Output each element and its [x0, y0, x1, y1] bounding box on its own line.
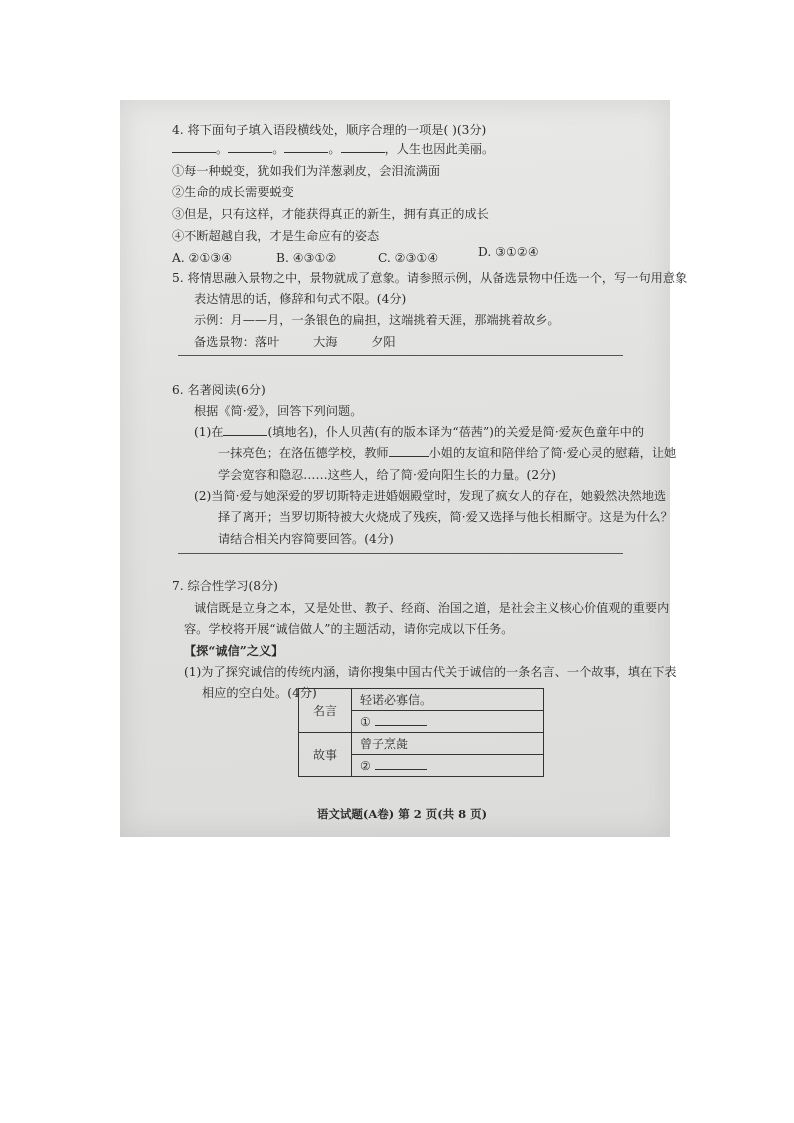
- teacher-blank[interactable]: [389, 445, 429, 457]
- q6-part1-line2: [218, 445, 676, 461]
- q4-lead-tail: ，人生也因此美丽。: [384, 142, 495, 156]
- blank[interactable]: [172, 141, 216, 153]
- table-story-answer[interactable]: [352, 755, 544, 777]
- q5-choices: [194, 334, 396, 350]
- q4-sentence-3: ③但是，只有这样，才能获得真正的新生，拥有真正的成长: [172, 207, 489, 221]
- table-head-quote: 名言: [299, 689, 352, 733]
- q5-stem: 5. 将情思融入景物之中，景物就成了意象。请参照示例，从备选景物中任选一个，写一句用意象: [172, 271, 688, 285]
- q5-stem-2: 表达情思的话，修辞和句式不限。(4分): [194, 292, 407, 306]
- q7-task1-line1: (1)为了探究诚信的传统内涵，请你搜集中国古代关于诚信的一条名言、一个故事，填在下表: [184, 665, 677, 679]
- q5-answer-line[interactable]: [178, 355, 623, 356]
- page-footer: 语文试题(A卷) 第 2 页(共 8 页): [316, 807, 488, 821]
- q5-choice-2: 大海: [313, 335, 338, 349]
- q5-example: 示例：月——月，一条银色的扁担，这端挑着天涯，那端挑着故乡。: [194, 313, 560, 327]
- q6-intro: 根据《简·爱》，回答下列问题。: [194, 404, 363, 418]
- answer-mark-1: ①: [360, 714, 371, 729]
- q6-p1-text3: 小姐的友谊和陪伴给了简·爱心灵的慰藉，让她: [428, 446, 677, 460]
- q6-part1-line1: [194, 424, 644, 440]
- q6-part2-line2: 择了离开；当罗切斯特被大火烧成了残疾，简·爱又选择与他长相厮守。这是为什么？: [218, 510, 673, 524]
- blank[interactable]: [228, 141, 272, 153]
- table-head-story: 故事: [299, 733, 352, 777]
- q6-title: 6. 名著阅读(6分): [172, 383, 266, 397]
- photo-background: [120, 100, 688, 837]
- table-story-given: 曾子烹彘: [352, 733, 544, 755]
- q7-table: [298, 688, 544, 777]
- table-quote-answer[interactable]: [352, 711, 544, 733]
- q7-section-heading: 【探“诚信”之义】: [184, 644, 284, 658]
- q4-option-d[interactable]: D. ③①②④: [478, 245, 539, 259]
- q6-part2-line3: 请结合相关内容简要回答。(4分): [218, 532, 394, 546]
- answer-slot-2[interactable]: [375, 758, 427, 770]
- q6-p1-prefix: (1)在: [194, 425, 224, 439]
- answer-slot-1[interactable]: [375, 714, 427, 726]
- q6-part2-line1: (2)当简·爱与她深爱的罗切斯特走进婚姻殿堂时，发现了疯女人的存在，她毅然决然地选: [194, 489, 667, 503]
- blank[interactable]: [284, 141, 328, 153]
- q4-sentence-2: ②生命的成长需要蜕变: [172, 185, 294, 199]
- place-blank[interactable]: [223, 424, 267, 436]
- q7-intro-2: 容。学校将开展“诚信做人”的主题活动，请你完成以下任务。: [184, 622, 514, 636]
- q7-title: 7. 综合性学习(8分): [172, 579, 278, 593]
- q4-option-c[interactable]: C. ②③①④: [378, 251, 439, 265]
- q4-stem: 4. 将下面句子填入语段横线处，顺序合理的一项是( )(3分): [172, 123, 487, 137]
- table-quote-given: 轻诺必寡信。: [352, 689, 544, 711]
- answer-mark-2: ②: [360, 758, 371, 773]
- q4-option-b[interactable]: B. ④③①②: [276, 251, 337, 265]
- q7-intro-1: 诚信既是立身之本，又是处世、教子、经商、治国之道，是社会主义核心价值观的重要内: [194, 601, 670, 615]
- q4-sentence-1: ①每一种蜕变，犹如我们为洋葱剥皮，会泪流满面: [172, 164, 441, 178]
- q4-blank-line: 。 。 。 ，人生也因此美丽。: [172, 141, 494, 157]
- q6-p1-text2: 一抹亮色；在洛伍德学校，教师: [218, 446, 389, 460]
- q7-task1-line2: 相应的空白处。(4分): [202, 686, 317, 700]
- q4-option-a[interactable]: A. ②①③④: [172, 251, 233, 265]
- q6-p1-text: (填地名)，仆人贝茜(有的版本译为“蓓茜”)的关爱是简·爱灰色童年中的: [267, 425, 645, 439]
- q4-sentence-4: ④不断超越自我，才是生命应有的姿态: [172, 229, 380, 243]
- q5-choice-1: 备选景物：落叶: [194, 335, 280, 349]
- q6-answer-line[interactable]: [178, 553, 623, 554]
- blank[interactable]: [341, 141, 385, 153]
- q5-choice-3: 夕阳: [371, 335, 396, 349]
- q6-part1-line3: 学会宽容和隐忍……这些人，给了简·爱向阳生长的力量。(2分): [218, 468, 557, 482]
